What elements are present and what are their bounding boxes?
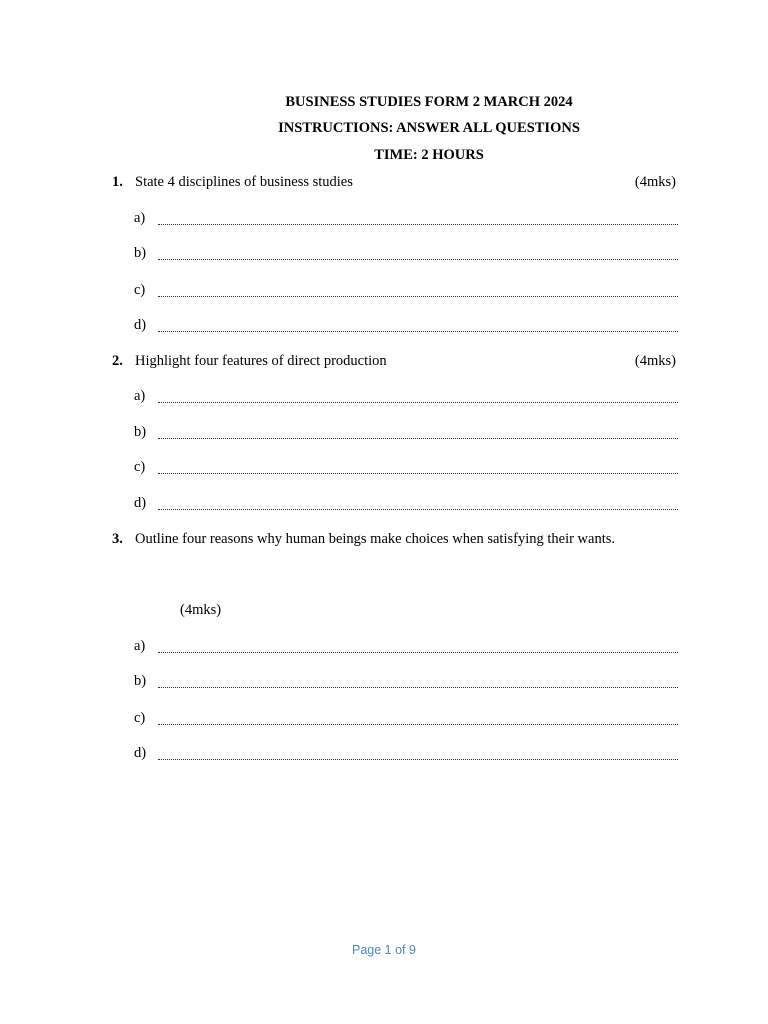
question-text: Highlight four features of direct production (135, 353, 387, 369)
answer-letter: b) (134, 673, 147, 689)
question-marks: (4mks) (634, 174, 676, 190)
dotted-answer-line (158, 259, 678, 260)
answer-letter: c) (134, 282, 146, 298)
dotted-answer-line (158, 224, 678, 225)
answer-line-3b[interactable] (134, 673, 678, 693)
dotted-answer-line (158, 759, 678, 760)
question-marks: (4mks) (634, 353, 676, 369)
answer-letter: b) (134, 245, 147, 261)
answer-letter: a) (134, 638, 146, 654)
exam-time: TIME: 2 HOURS (374, 147, 484, 163)
dotted-answer-line (158, 438, 678, 439)
question-text: Outline four reasons why human beings make choices when satisfying their wants. (135, 531, 616, 547)
answer-line-1c[interactable] (134, 282, 678, 302)
answer-line-3d[interactable] (134, 745, 678, 765)
dotted-answer-line (158, 473, 678, 474)
page-number-footer: Page 1 of 9 (352, 943, 416, 957)
answer-line-2b[interactable] (134, 424, 678, 444)
dotted-answer-line (158, 724, 678, 725)
answer-line-3a[interactable] (134, 638, 678, 658)
answer-line-1b[interactable] (134, 245, 678, 265)
dotted-answer-line (158, 687, 678, 688)
answer-line-1d[interactable] (134, 317, 678, 337)
answer-letter: d) (134, 745, 147, 761)
answer-line-3c[interactable] (134, 710, 678, 730)
dotted-answer-line (158, 652, 678, 653)
answer-letter: d) (134, 495, 147, 511)
dotted-answer-line (158, 331, 678, 332)
question-number: 1. (112, 174, 123, 190)
answer-line-2c[interactable] (134, 459, 678, 479)
answer-letter: b) (134, 424, 147, 440)
answer-line-2d[interactable] (134, 495, 678, 515)
answer-letter: a) (134, 210, 146, 226)
question-marks: (4mks) (180, 602, 222, 618)
answer-line-2a[interactable] (134, 388, 678, 408)
exam-instructions: INSTRUCTIONS: ANSWER ALL QUESTIONS (278, 120, 580, 136)
answer-letter: a) (134, 388, 146, 404)
question-text: State 4 disciplines of business studies (135, 174, 353, 190)
answer-line-1a[interactable] (134, 210, 678, 230)
dotted-answer-line (158, 402, 678, 403)
answer-letter: c) (134, 710, 146, 726)
question-number: 2. (112, 353, 123, 369)
answer-letter: c) (134, 459, 146, 475)
dotted-answer-line (158, 296, 678, 297)
dotted-answer-line (158, 509, 678, 510)
question-number: 3. (112, 531, 123, 547)
answer-letter: d) (134, 317, 147, 333)
exam-title: BUSINESS STUDIES FORM 2 MARCH 2024 (285, 94, 573, 110)
